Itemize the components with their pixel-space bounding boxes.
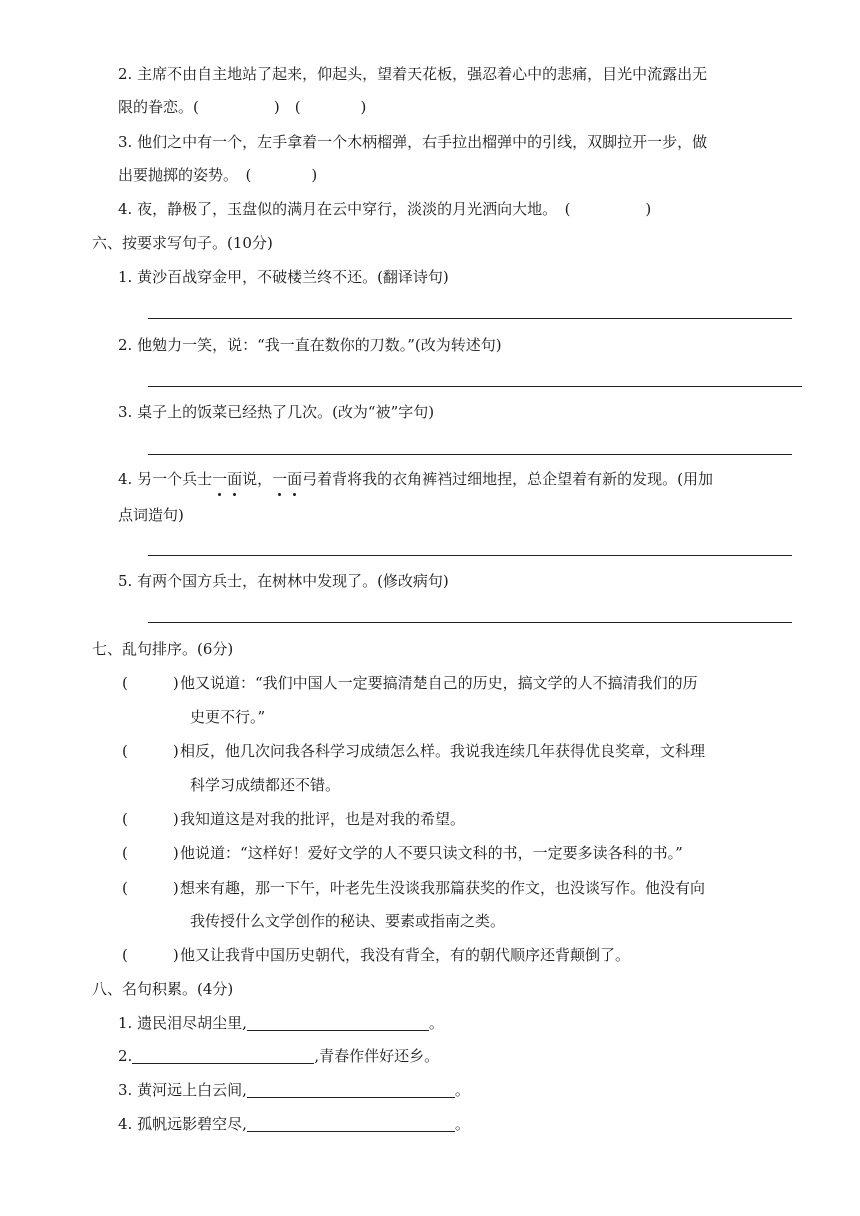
s5-q2-line2: 限的眷恋。( ) ( )	[118, 98, 367, 116]
s7-item-4-line1: 他说道：“这样好！爱好文学的人不要只读文科的书，一定要多读各科的书。”	[180, 844, 683, 862]
s6-q4-line1	[118, 468, 713, 490]
s8-q3-end: 。	[454, 1081, 470, 1099]
s5-q3-line1: 3. 他们之中有一个，左手拿着一个木柄榴弹，右手拉出榴弹中的引线，双脚拉开一步，做	[118, 133, 708, 151]
s8-q3-answer-blank[interactable]	[247, 1081, 455, 1098]
s5-q4: 4. 夜，静极了，玉盘似的满月在云中穿行，淡淡的月光洒向大地。 ( )	[118, 200, 652, 218]
s7-item-6-paren[interactable]: ( )	[122, 946, 179, 964]
s7-item-2-line2: 科学习成绩都还不错。	[190, 776, 341, 794]
s7-heading: 七、乱句排序。(6分)	[92, 640, 234, 658]
s8-q1-answer-blank[interactable]	[247, 1014, 429, 1031]
s8-q1	[118, 1012, 444, 1034]
s8-q1-end: 。	[428, 1014, 444, 1032]
s8-q2	[118, 1045, 439, 1067]
s7-item-3-paren[interactable]: ( )	[122, 810, 179, 828]
s5-q2-line1: 2. 主席不由自主地站了起来，仰起头，望着天花板，强忍着心中的悲痛，目光中流露出无	[118, 65, 708, 83]
s6-q2-answer-line[interactable]	[148, 386, 802, 387]
s6-q5-answer-line[interactable]	[148, 622, 792, 623]
s6-heading: 六、按要求写句子。(10分)	[92, 234, 273, 252]
s6-q5: 5. 有两个国方兵士，在树林中发现了。(修改病句)	[118, 572, 449, 590]
s6-q4-text-b: 说，	[242, 470, 273, 488]
s7-item-1-line2: 史更不行。”	[190, 708, 266, 726]
s8-q3	[118, 1079, 470, 1101]
s5-q3-line2: 出要抛掷的姿势。 ( )	[118, 166, 318, 184]
s8-q1-prompt: 1. 遗民泪尽胡尘里,	[118, 1014, 247, 1032]
s8-q4-answer-blank[interactable]	[247, 1115, 455, 1132]
s6-q1-answer-line[interactable]	[148, 318, 792, 319]
s7-item-4-paren[interactable]: ( )	[122, 844, 179, 862]
s8-heading: 八、名句积累。(4分)	[92, 980, 234, 998]
s6-q4-line2: 点词造句)	[118, 506, 184, 524]
s8-q3-prompt: 3. 黄河远上白云间,	[118, 1081, 247, 1099]
s6-q1: 1. 黄沙百战穿金甲，不破楼兰终不还。(翻译诗句)	[118, 268, 449, 286]
s7-item-2-line1: 相反，他几次问我各科学习成绩怎么样。我说我连续几年获得优良奖章，文科理	[180, 742, 706, 760]
s7-item-5-line2: 我传授什么文学创作的秘诀、要素或指南之类。	[190, 912, 506, 930]
s6-q4-answer-line[interactable]	[148, 555, 792, 556]
s7-item-1-line1: 他又说道：“我们中国人一定要搞清楚自己的历史，搞文学的人不搞清我们的历	[180, 674, 698, 692]
s6-q4-dotted-char: 面	[227, 470, 243, 488]
s7-item-1-paren[interactable]: ( )	[122, 674, 179, 692]
s6-q4-dotted-char: 一	[212, 470, 228, 488]
s7-item-5-paren[interactable]: ( )	[122, 879, 179, 897]
s7-item-5-line1: 想来有趣，那一下午，叶老先生没谈我那篇获奖的作文，也没谈写作。他没有向	[180, 879, 706, 897]
s8-q4-prompt: 4. 孤帆远影碧空尽,	[118, 1115, 247, 1133]
s8-q2-answer-blank[interactable]	[132, 1047, 314, 1064]
s6-q2: 2. 他勉力一笑，说：“我一直在数你的刀数。”(改为转述句)	[118, 336, 502, 354]
s7-item-3-line1: 我知道这是对我的批评，也是对我的希望。	[180, 810, 466, 828]
s6-q3: 3. 桌子上的饭菜已经热了几次。(改为“被”字句)	[118, 403, 435, 421]
s8-q4-end: 。	[454, 1115, 470, 1133]
s6-q4-text-a: 4. 另一个兵士	[118, 470, 213, 488]
s6-q4-text-c: 弓着背将我的衣角裤裆过细地捏，总企望着有新的发现。(用加	[302, 470, 714, 488]
s7-item-6-line1: 他又让我背中国历史朝代，我没有背全，有的朝代顺序还背颠倒了。	[180, 946, 631, 964]
s6-q4-dotted-char: 一	[272, 470, 288, 488]
s8-q4	[118, 1113, 470, 1135]
s8-q2-rest: ,青春作伴好还乡。	[314, 1047, 440, 1065]
s6-q3-answer-line[interactable]	[148, 454, 792, 455]
s7-item-2-paren[interactable]: ( )	[122, 742, 179, 760]
s6-q4-dotted-char: 面	[287, 470, 303, 488]
s8-q2-number: 2.	[118, 1047, 133, 1065]
